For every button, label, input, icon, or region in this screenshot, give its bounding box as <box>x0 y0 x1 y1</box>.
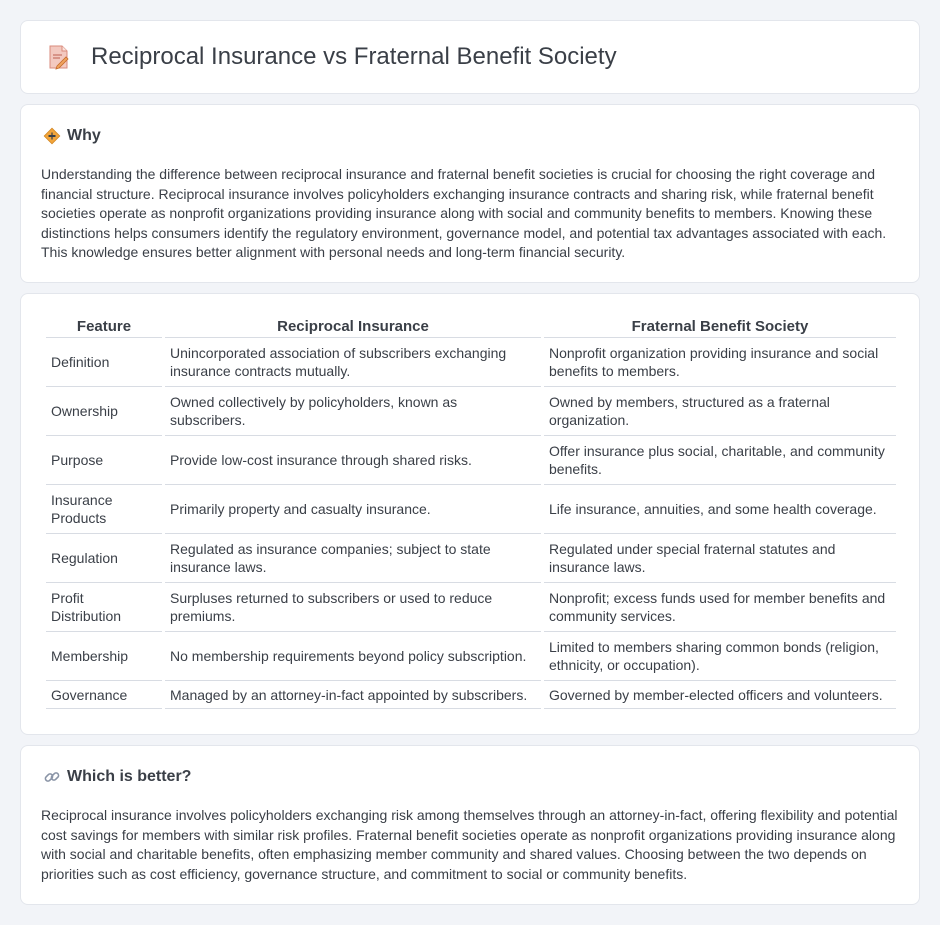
table-header-row <box>46 314 896 338</box>
row-feature: Profit Distribution <box>46 583 162 632</box>
table-row <box>46 338 896 387</box>
row-fraternal: Offer insurance plus social, charitable, and community benefits. <box>544 436 896 485</box>
which-better-heading: Which is better? <box>67 768 192 785</box>
row-fraternal: Life insurance, annuities, and some health coverage. <box>544 485 896 534</box>
row-feature: Purpose <box>46 436 162 485</box>
title-card <box>20 20 920 94</box>
which-better-text: Reciprocal insurance involves policyholders exchanging risk among themselves through an attorney-in-fact, offering flexibility and potential cost savings for members with similar risk profiles. Fraternal benefit societies operate as nonprofit organizations providing insurance along with social and charitable benefits, often emphasizing member community and shared values. Choosing between the two depends on priorities such as cost efficiency, governance structure, and commitment to social or community benefits. <box>41 807 898 882</box>
table-row <box>46 436 896 485</box>
table-row <box>46 387 896 436</box>
row-fraternal: Owned by members, structured as a fraternal organization. <box>544 387 896 436</box>
row-reciprocal: Provide low-cost insurance through shared risks. <box>165 436 541 485</box>
row-fraternal: Governed by member-elected officers and volunteers. <box>544 681 896 709</box>
row-reciprocal: No membership requirements beyond policy subscription. <box>165 632 541 681</box>
table-row <box>46 632 896 681</box>
comparison-table <box>43 314 899 709</box>
row-reciprocal: Surpluses returned to subscribers or used to reduce premiums. <box>165 583 541 632</box>
document-edit-icon <box>47 44 71 70</box>
table-row <box>46 485 896 534</box>
header-fraternal: Fraternal Benefit Society <box>544 314 896 338</box>
why-text: Understanding the difference between reciprocal insurance and fraternal benefit societies is crucial for choosing the right coverage and financial structure. Reciprocal insurance involves policyholders exchanging insurance contracts and sharing risk, while fraternal benefit societies operate as nonprofit organizations providing insurance along with social and community benefits to members. Knowing these distinctions helps consumers identify the regulatory environment, governance model, and potential tax advantages associated with each. This knowledge ensures better alignment with personal needs and long-term financial security. <box>41 166 887 261</box>
table-row <box>46 681 896 709</box>
table-row <box>46 583 896 632</box>
why-heading: Why <box>67 127 101 144</box>
row-feature: Ownership <box>46 387 162 436</box>
row-reciprocal: Primarily property and casualty insurance. <box>165 485 541 534</box>
row-fraternal: Regulated under special fraternal statutes and insurance laws. <box>544 534 896 583</box>
row-feature: Governance <box>46 681 162 709</box>
row-fraternal: Limited to members sharing common bonds (religion, ethnicity, or occupation). <box>544 632 896 681</box>
row-feature: Regulation <box>46 534 162 583</box>
row-feature: Insurance Products <box>46 485 162 534</box>
diamond-warning-icon <box>43 127 61 145</box>
row-fraternal: Nonprofit organization providing insurance and social benefits to members. <box>544 338 896 387</box>
row-reciprocal: Unincorporated association of subscribers exchanging insurance contracts mutually. <box>165 338 541 387</box>
why-card <box>20 104 920 283</box>
row-feature: Membership <box>46 632 162 681</box>
row-reciprocal: Managed by an attorney-in-fact appointed by subscribers. <box>165 681 541 709</box>
link-icon <box>43 768 61 786</box>
comparison-card <box>20 293 920 735</box>
header-feature: Feature <box>46 314 162 338</box>
row-feature: Definition <box>46 338 162 387</box>
table-row <box>46 534 896 583</box>
page-title: Reciprocal Insurance vs Fraternal Benefit Society <box>91 43 617 70</box>
row-fraternal: Nonprofit; excess funds used for member benefits and community services. <box>544 583 896 632</box>
header-reciprocal: Reciprocal Insurance <box>165 314 541 338</box>
which-better-card <box>20 745 920 905</box>
row-reciprocal: Owned collectively by policyholders, known as subscribers. <box>165 387 541 436</box>
row-reciprocal: Regulated as insurance companies; subject to state insurance laws. <box>165 534 541 583</box>
